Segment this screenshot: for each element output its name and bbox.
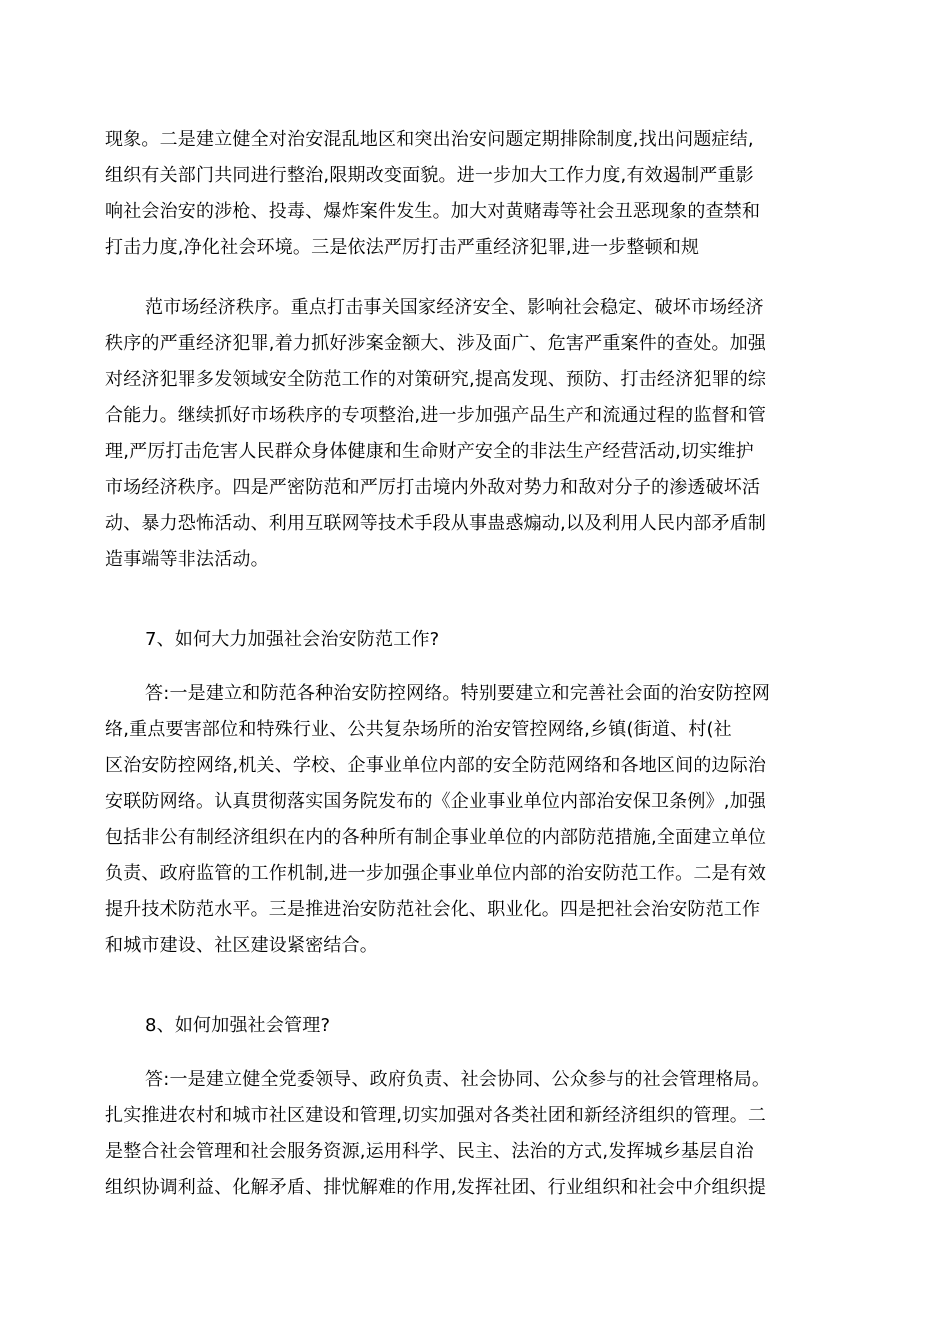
text-line: 响社会治安的涉枪、投毒、爆炸案件发生。加大对黄赌毒等社会丑恶现象的查禁和 (105, 201, 761, 222)
answer-paragraph-8 (105, 1062, 845, 1206)
answer-paragraph-7 (105, 676, 845, 964)
question-heading-8 (105, 1008, 845, 1044)
text-line: 理,严厉打击危害人民群众身体健康和生命财产安全的非法生产经营活动,切实维护 (105, 441, 754, 462)
text-line: 造事端等非法活动。 (105, 549, 269, 570)
paragraph-market-order (105, 290, 845, 578)
heading-text: 7、如何大力加强社会治安防范工作? (145, 629, 440, 650)
text-line: 答:一是建立健全党委领导、政府负责、社会协同、公众参与的社会管理格局。 (145, 1069, 771, 1090)
text-line: 和城市建设、社区建设紧密结合。 (105, 935, 378, 956)
text-line: 范市场经济秩序。重点打击事关国家经济安全、影响社会稳定、破坏市场经济 (145, 297, 764, 318)
question-heading-7 (105, 622, 845, 658)
text-line: 组织有关部门共同进行整治,限期改变面貌。进一步加大工作力度,有效遏制严重影 (105, 165, 754, 186)
text-line: 现象。二是建立健全对治安混乱地区和突出治安问题定期排除制度,找出问题症结, (105, 129, 754, 150)
text-line: 秩序的严重经济犯罪,着力抓好涉案金额大、涉及面广、危害严重案件的查处。加强 (105, 333, 767, 354)
text-line: 打击力度,净化社会环境。三是依法严厉打击严重经济犯罪,进一步整顿和规 (105, 237, 700, 258)
text-line: 提升技术防范水平。三是推进治安防范社会化、职业化。四是把社会治安防范工作 (105, 899, 761, 920)
text-line: 市场经济秩序。四是严密防范和严厉打击境内外敌对势力和敌对分子的渗透破坏活 (105, 477, 761, 498)
text-line: 络,重点要害部位和特殊行业、公共复杂场所的治安管控网络,乡镇(街道、村(社 (105, 719, 732, 740)
text-line: 对经济犯罪多发领域安全防范工作的对策研究,提高发现、预防、打击经济犯罪的综 (105, 369, 767, 390)
text-line: 合能力。继续抓好市场秩序的专项整治,进一步加强产品生产和流通过程的监督和管 (105, 405, 767, 426)
text-line: 动、暴力恐怖活动、利用互联网等技术手段从事蛊惑煽动,以及利用人民内部矛盾制 (105, 513, 767, 534)
text-line: 答:一是建立和防范各种治安防控网络。特别要建立和完善社会面的治安防控网 (145, 683, 771, 704)
text-line: 组织协调利益、化解矛盾、排忧解难的作用,发挥社团、行业组织和社会中介组织提 (105, 1177, 767, 1198)
text-line: 安联防网络。认真贯彻落实国务院发布的《企业事业单位内部治安保卫条例》,加强 (105, 791, 767, 812)
text-line: 扎实推进农村和城市社区建设和管理,切实加强对各类社团和新经济组织的管理。二 (105, 1105, 767, 1126)
text-line: 区治安防控网络,机关、学校、企事业单位内部的安全防范网络和各地区间的边际治 (105, 755, 767, 776)
text-line: 负责、政府监管的工作机制,进一步加强企事业单位内部的治安防范工作。二是有效 (105, 863, 767, 884)
text-line: 包括非公有制经济组织在内的各种所有制企事业单位的内部防范措施,全面建立单位 (105, 827, 767, 848)
text-line: 是整合社会管理和社会服务资源,运用科学、民主、法治的方式,发挥城乡基层自治 (105, 1141, 754, 1162)
heading-text: 8、如何加强社会管理? (145, 1015, 331, 1036)
paragraph-continuation (105, 122, 845, 266)
